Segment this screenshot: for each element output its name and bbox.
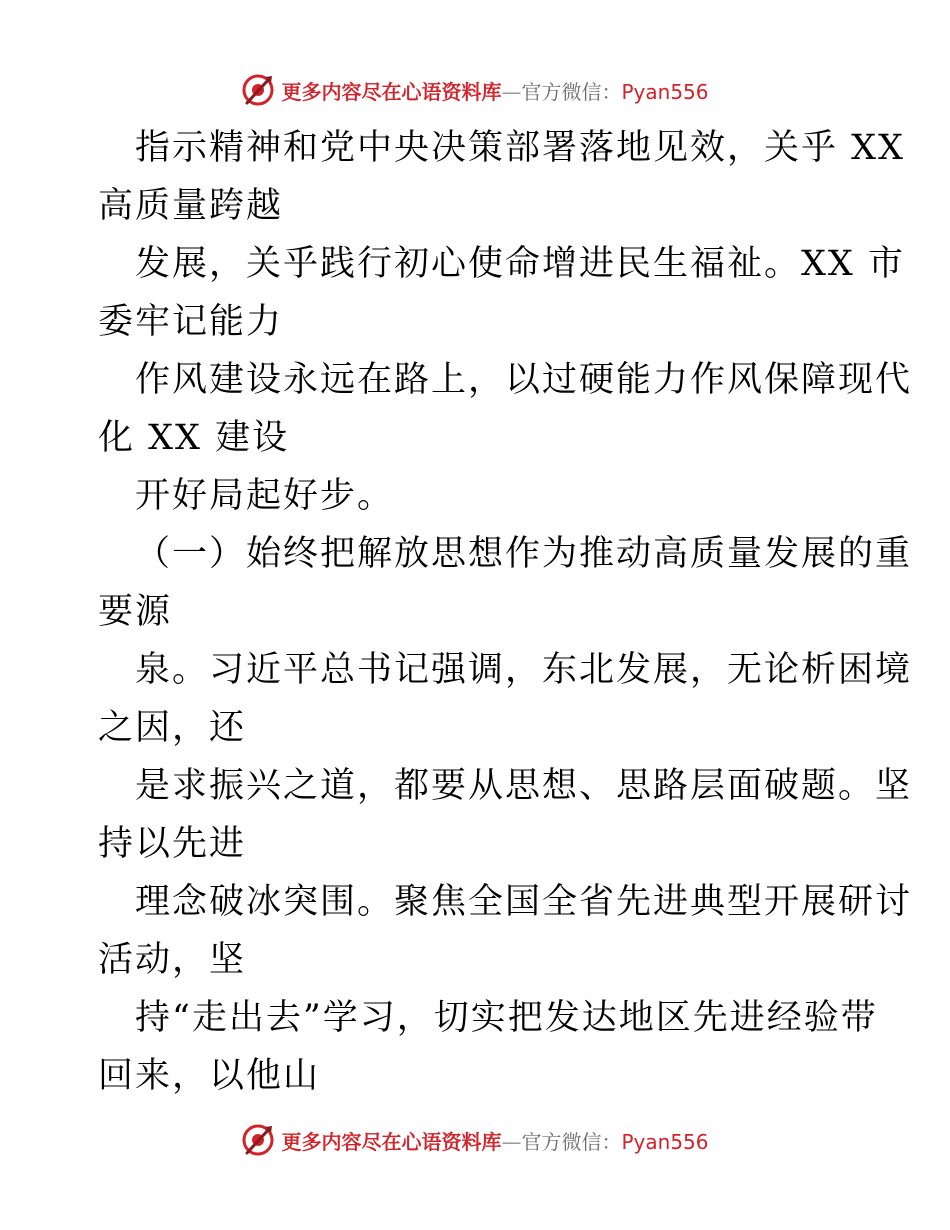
banner-wechat-id: Pyan556 <box>621 79 709 104</box>
banner-brand-text: 更多内容尽在心语资料库 <box>281 1129 502 1154</box>
body-line: 发展，关乎践行初心使命增进民生福祉。XX 市 <box>135 244 905 284</box>
footer-banner <box>0 1120 950 1160</box>
body-line: 持以先进 <box>98 824 247 864</box>
body-line: 开好局起好步。 <box>135 476 395 516</box>
body-line: 持“走出去”学习，切实把发达地区先进经验带 <box>135 998 878 1038</box>
body-line: 高质量跨越 <box>98 186 284 226</box>
banner-wechat-label: 官方微信： <box>521 1129 622 1154</box>
body-line: 回来，以他山 <box>98 1056 321 1096</box>
header-banner <box>0 70 950 110</box>
body-line: 指示精神和党中央决策部署落地见效，关乎 XX <box>135 128 905 168</box>
quill-seal-icon <box>241 1123 275 1157</box>
body-line: 委牢记能力 <box>98 302 284 342</box>
body-line: 之因，还 <box>98 708 247 748</box>
banner-brand-text: 更多内容尽在心语资料库 <box>281 79 502 104</box>
banner-wechat-id: Pyan556 <box>621 1129 709 1154</box>
body-line: 泉。习近平总书记强调，东北发展，无论析困境 <box>135 650 913 690</box>
body-line: 活动，坚 <box>98 940 247 980</box>
body-line: 化 XX 建设 <box>98 418 290 458</box>
banner-separator: — <box>501 79 522 104</box>
body-line: 是求振兴之道，都要从思想、思路层面破题。坚 <box>135 766 913 806</box>
body-line: 作风建设永远在路上，以过硬能力作风保障现代 <box>135 360 913 400</box>
banner-wechat-label: 官方微信： <box>521 79 622 104</box>
body-line: 要源 <box>98 592 173 632</box>
section-heading: （一）始终把解放思想作为推动高质量发展的重 <box>135 534 913 574</box>
banner-separator: — <box>501 1129 522 1154</box>
body-line: 理念破冰突围。聚焦全国全省先进典型开展研讨 <box>135 882 913 922</box>
quill-seal-icon <box>241 73 275 107</box>
